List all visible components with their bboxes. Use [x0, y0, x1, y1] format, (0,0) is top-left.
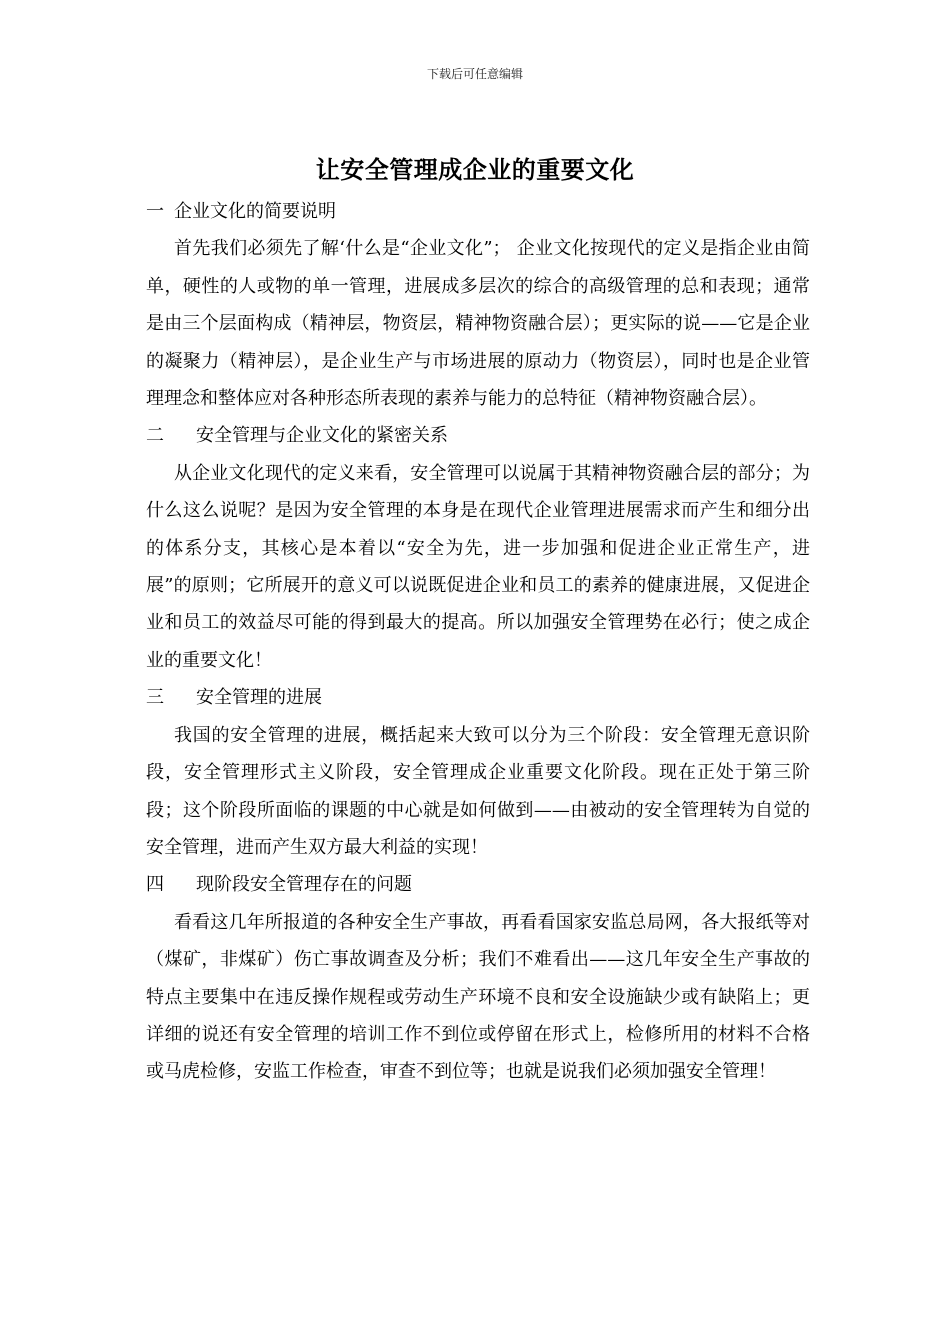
section-paragraph-4: 看看这几年所报道的各种安全生产事故，再看看国家安监总局网，各大报纸等对（煤矿，非煤矿）伤亡事故调查及分析；我们不难看出——这几年安全生产事故的特点主要集中在违反操作规程或劳动生产环境不良和安全设施缺少或有缺陷上；更详细的说还有安全管理的培训工作不到位或停留在形式上，检修所用的材料不合格或马虎检修，安监工作检查，审查不到位等；也就是说我们必须加强安全管理！ [146, 911, 810, 1083]
section-heading-1 [146, 193, 810, 230]
section-number: 三 [146, 687, 164, 709]
section-number: 一 [146, 201, 164, 222]
section-heading-4 [146, 866, 810, 903]
section-heading-3 [146, 679, 810, 716]
section-title: 现阶段安全管理存在的问题 [196, 874, 412, 896]
header-note: 下载后可任意编辑 [426, 67, 523, 81]
section-title: 安全管理的进展 [196, 687, 322, 709]
section-paragraph-2: 从企业文化现代的定义来看，安全管理可以说属于其精神物资融合层的部分；为什么这么说呢？是因为安全管理的本身是在现代企业管理进展需求而产生和细分出的体系分支，其核心是本着以“安全为先，进一步加强和促进企业正常生产，进展”的原则；它所展开的意义可以说既促进企业和员工的素养的健康进展，又促进企业和员工的效益尽可能的得到最大的提高。所以加强安全管理势在必行；使之成企业的重要文化！ [146, 462, 810, 671]
section-number: 二 [146, 425, 164, 447]
document-title: 让安全管理成企业的重要文化 [315, 156, 635, 184]
document-body [146, 193, 810, 1091]
section-title: 企业文化的简要说明 [174, 201, 336, 222]
section-paragraph-3: 我国的安全管理的进展，概括起来大致可以分为三个阶段：安全管理无意识阶段，安全管理形式主义阶段，安全管理成企业重要文化阶段。现在正处于第三阶段；这个阶段所面临的课题的中心就是如何做到——由被动的安全管理转为自觉的安全管理，进而产生双方最大利益的实现！ [146, 724, 810, 858]
section-heading-2 [146, 417, 810, 454]
section-title: 安全管理与企业文化的紧密关系 [196, 425, 448, 447]
section-number: 四 [146, 874, 164, 896]
section-paragraph-1: 首先我们必须先了解‘什么是“企业文化”； 企业文化按现代的定义是指企业由简单，硬性的人或物的单一管理，进展成多层次的综合的高级管理的总和表现；通常是由三个层面构成（精神层，物资层，精神物资融合层）；更实际的说——它是企业的凝聚力（精神层），是企业生产与市场进展的原动力（物资层），同时也是企业管理理念和整体应对各种形态所表现的素养与能力的总特征（精神物资融合层）。 [146, 238, 810, 410]
